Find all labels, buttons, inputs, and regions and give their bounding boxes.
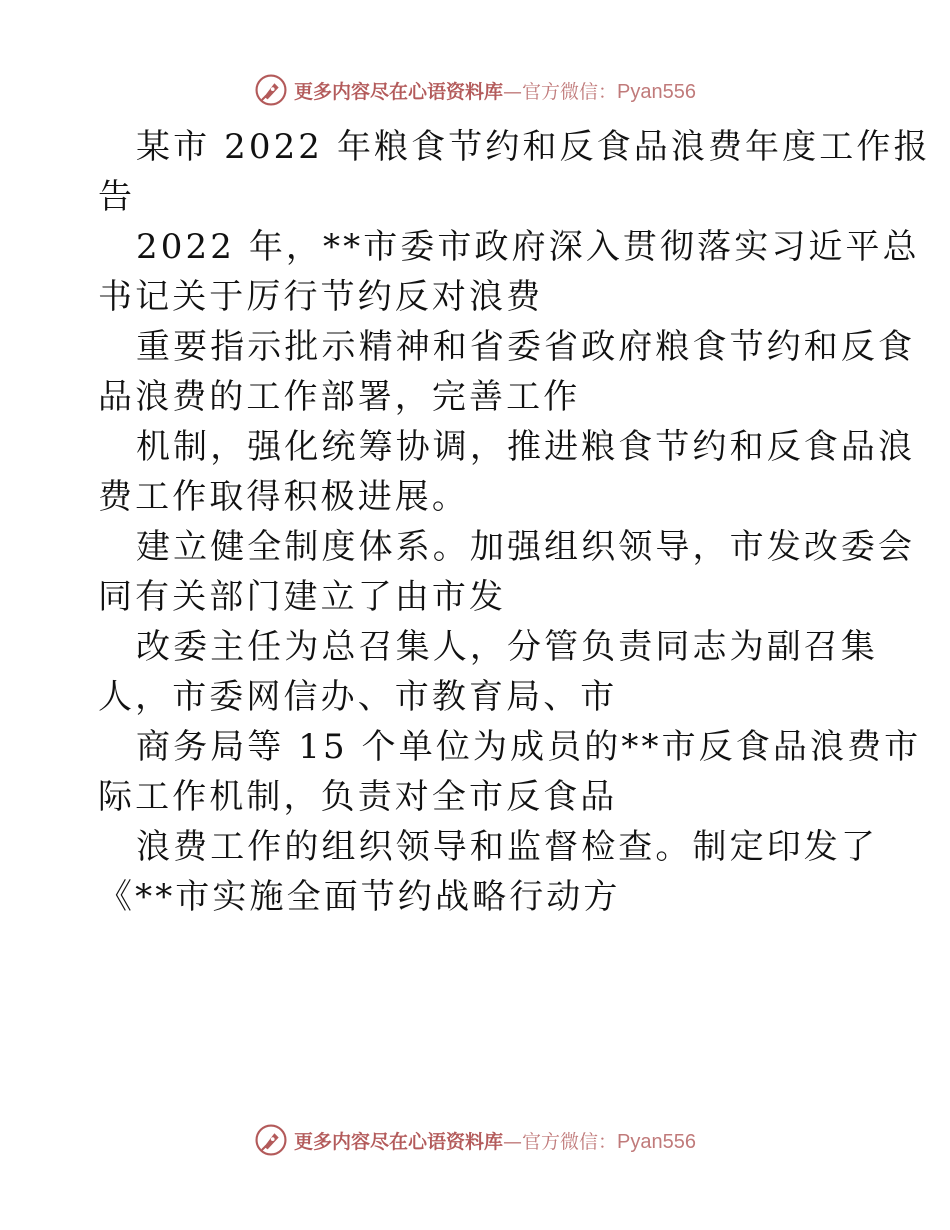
watermark-brand: 更多内容尽在心语资料库 [294,1130,504,1153]
text-line: 某市 2022 年粮食节约和反食品浪费年度工作报 [136,127,931,167]
text-line: 2022 年，**市委市政府深入贯彻落实习近平总 [136,227,920,267]
pen-nib-logo-icon [254,1123,288,1157]
watermark-contact-label: 官方微信： [522,1130,618,1153]
text-line: 商务局等 15 个单位为成员的**市反食品浪费市 [136,727,922,767]
text-line: 人，市委网信办、市教育局、市 [98,677,618,717]
text-line: 重要指示批示精神和省委省政府粮食节约和反食 [136,327,916,367]
watermark-footer [0,1120,950,1160]
text-line: 建立健全制度体系。加强组织领导，市发改委会 [136,527,916,567]
watermark-handle: Pyan556 [617,80,696,103]
pen-nib-logo-icon [254,73,288,107]
watermark-dash: — [503,80,523,103]
watermark-brand: 更多内容尽在心语资料库 [294,80,504,103]
text-line: 告 [98,177,136,217]
text-line: 同有关部门建立了由市发 [98,577,507,617]
watermark-contact-label: 官方微信： [522,80,618,103]
document-body [98,122,931,922]
watermark-text [294,1127,696,1154]
watermark-text [294,77,696,104]
text-line: 书记关于厉行节约反对浪费 [98,277,544,317]
text-line: 品浪费的工作部署，完善工作 [98,377,581,417]
text-line: 费工作取得积极进展。 [98,477,469,517]
watermark-handle: Pyan556 [617,1130,696,1153]
text-line: 际工作机制，负责对全市反食品 [98,777,618,817]
text-line: 《**市实施全面节约战略行动方 [98,877,621,917]
watermark-dash: — [503,1130,523,1153]
text-line: 机制，强化统筹协调，推进粮食节约和反食品浪 [136,427,916,467]
text-line: 改委主任为总召集人，分管负责同志为副召集 [136,627,878,667]
watermark-header [0,70,950,110]
text-line: 浪费工作的组织领导和监督检查。制定印发了 [136,827,878,867]
document-text [98,122,931,922]
